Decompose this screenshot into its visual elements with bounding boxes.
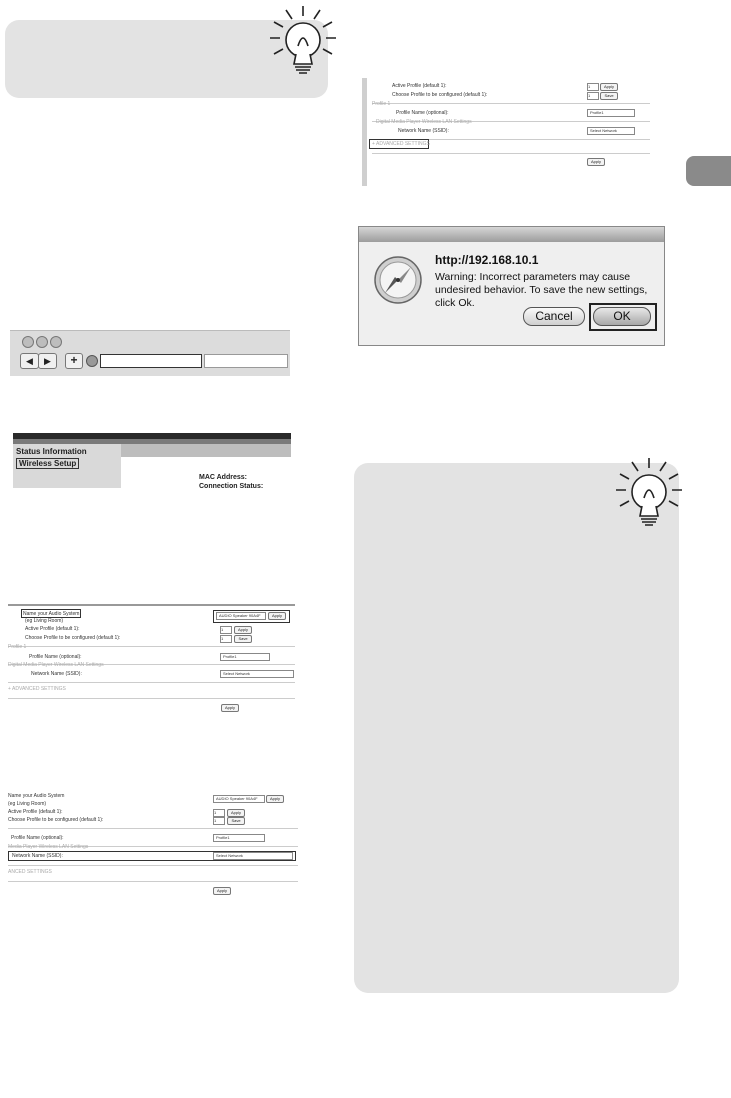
apply-name-button[interactable]: Apply [266, 795, 284, 803]
forward-button[interactable]: ▶ [38, 353, 57, 369]
apply-name-button[interactable]: Apply [268, 612, 286, 620]
mac-address-label: MAC Address: [199, 474, 247, 481]
profile-section-label: Profile 1 [8, 644, 27, 650]
active-profile-select[interactable]: 1 [213, 809, 225, 817]
advanced-settings-link[interactable]: ANCED SETTINGS [8, 869, 52, 875]
active-profile-label: Active Profile (default 1): [25, 626, 80, 632]
active-profile-label: Active Profile (default 1): [392, 83, 447, 89]
name-hint: (eg Living Room) [25, 618, 64, 624]
profile-name-input[interactable]: Profile1 [220, 653, 270, 661]
name-hint: (eg Living Room) [8, 801, 47, 807]
profile-name-label: Profile Name (optional): [396, 110, 449, 116]
settings-form-b [8, 790, 298, 898]
menu-item-wireless-setup[interactable]: Wireless Setup [16, 458, 79, 469]
browser-toolbar-screenshot [10, 330, 290, 376]
active-profile-label: Active Profile (default 1): [8, 809, 63, 815]
profile-section-label: Profile 1 [372, 101, 391, 107]
ssid-select[interactable]: Select Network [213, 852, 293, 860]
ssid-label: Network Name (SSID): [398, 128, 449, 134]
wireless-section-label: Media Player Wireless LAN Settings [8, 844, 89, 850]
apply-form-button[interactable]: Apply [213, 887, 231, 895]
choose-profile-label: Choose Profile to be configured (default 1): [25, 635, 121, 641]
lightbulb-icon [258, 0, 348, 80]
apply-active-button[interactable]: Apply [227, 809, 245, 817]
settings-form-a [8, 604, 295, 714]
wireless-section-label: Digital Media Player Wireless LAN Settings [8, 662, 104, 668]
save-profile-button[interactable]: Save [227, 817, 245, 825]
globe-icon [86, 355, 98, 367]
settings-form-c [362, 78, 650, 186]
profile-name-input[interactable]: Profile1 [587, 109, 635, 117]
confirm-dialog [358, 226, 665, 346]
lightbulb-icon [604, 452, 694, 532]
connection-status-label: Connection Status: [199, 483, 264, 488]
dialog-message: Warning: Incorrect parameters may cause undesired behavior. To save the new settings, click Ok. [435, 271, 648, 309]
profile-name-input[interactable]: Profile1 [213, 834, 265, 842]
choose-profile-label: Choose Profile to be configured (default 1): [8, 817, 104, 823]
tip-box-bottom [354, 463, 679, 993]
apply-form-button[interactable]: Apply [221, 704, 239, 712]
side-tab [686, 156, 731, 186]
name-input[interactable]: AUDIO Speaker 90A4F [216, 612, 266, 620]
cancel-button[interactable]: Cancel [523, 307, 585, 326]
wireless-section-label: Digital Media Player Wireless LAN Settings [376, 119, 472, 125]
save-profile-button[interactable]: Save [600, 92, 618, 100]
apply-active-button[interactable]: Apply [600, 83, 618, 91]
choose-profile-select[interactable]: 1 [213, 817, 225, 825]
ok-button[interactable]: OK [593, 307, 651, 326]
ssid-label: Network Name (SSID): [12, 853, 63, 859]
name-label-highlight [21, 609, 81, 618]
search-field[interactable] [204, 354, 288, 368]
window-close-button[interactable] [22, 336, 34, 348]
active-profile-select[interactable]: 1 [587, 83, 599, 91]
status-menu-screenshot [13, 433, 291, 488]
save-profile-button[interactable]: Save [234, 635, 252, 643]
back-button[interactable]: ◀ [20, 353, 39, 369]
address-bar[interactable] [100, 354, 202, 368]
window-minimize-button[interactable] [36, 336, 48, 348]
ssid-label: Network Name (SSID): [31, 671, 82, 677]
name-label: Name your Audio System [23, 611, 80, 617]
name-input[interactable]: AUDIO Speaker 90A4F [213, 795, 265, 803]
choose-profile-select[interactable]: 1 [220, 635, 232, 643]
dialog-url: http://192.168.10.1 [435, 253, 539, 267]
safari-compass-icon [373, 255, 423, 305]
choose-profile-select[interactable]: 1 [587, 92, 599, 100]
advanced-settings-link[interactable]: + ADVANCED SETTINGS [372, 141, 430, 147]
profile-name-label: Profile Name (optional): [29, 654, 82, 660]
menu-item-status-information[interactable]: Status Information [16, 447, 87, 456]
advanced-settings-link[interactable]: + ADVANCED SETTINGS [8, 686, 66, 692]
name-label: Name your Audio System [8, 793, 65, 799]
add-bookmark-button[interactable]: + [65, 353, 83, 369]
ssid-select[interactable]: Select Network [220, 670, 294, 678]
apply-active-button[interactable]: Apply [234, 626, 252, 634]
profile-name-label: Profile Name (optional): [11, 835, 64, 841]
active-profile-select[interactable]: 1 [220, 626, 232, 634]
choose-profile-label: Choose Profile to be configured (default 1): [392, 92, 488, 98]
window-zoom-button[interactable] [50, 336, 62, 348]
ssid-select[interactable]: Select Network [587, 127, 635, 135]
dialog-title-bar [359, 227, 664, 242]
apply-form-button[interactable]: Apply [587, 158, 605, 166]
